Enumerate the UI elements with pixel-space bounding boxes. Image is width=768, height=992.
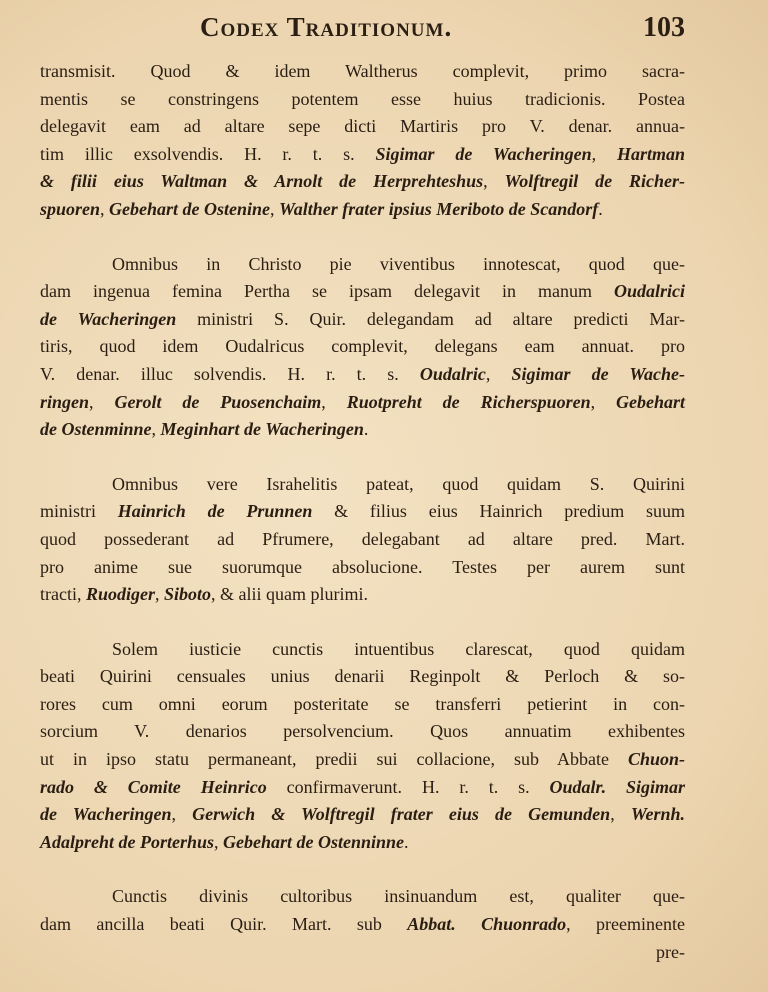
- text-line: [40, 278, 685, 306]
- text-line: [40, 196, 685, 224]
- text-span: ,: [214, 831, 224, 852]
- italic-name-span: & filii eius Waltman & Arnolt de Herprehteshus: [40, 171, 484, 192]
- italic-name-span: de Wacheringen: [40, 804, 172, 825]
- text-span: , & alii quam plurimi.: [211, 584, 368, 605]
- italic-name-span: spuoren: [40, 198, 101, 219]
- body-text: [40, 58, 685, 966]
- italic-name-span: Meginhart de Wacheringen: [160, 419, 364, 440]
- text-line: [40, 58, 685, 86]
- italic-name-span: Gebehart de Ostenninne: [223, 831, 405, 852]
- italic-name-span: Siboto: [164, 584, 212, 605]
- text-span: tim illic exsolvendis. H. r. t. s.: [40, 143, 376, 164]
- text-line: [40, 746, 685, 774]
- italic-name-span: Gerolt de Puosenchaim: [114, 391, 322, 412]
- text-span: .: [363, 419, 369, 440]
- page-header: [40, 10, 685, 46]
- text-line: [40, 113, 685, 141]
- text-span: ut in ipso statu permaneant, predii sui collacione, sub Abbate: [40, 749, 628, 770]
- italic-name-span: Gebehart: [616, 391, 686, 412]
- text-line: [40, 911, 685, 939]
- italic-name-span: Hartman: [617, 143, 686, 164]
- page-number: 103: [643, 12, 685, 43]
- text-span: tracti,: [40, 584, 86, 605]
- italic-name-span: de Wacheringen: [40, 308, 177, 329]
- text-span: ,: [483, 171, 505, 192]
- text-span: delegavit eam ad altare sepe dicti Martiris pro V. denar. annua-: [40, 116, 685, 137]
- text-span: Omnibus in Christo pie viventibus innotescat, quod que-: [112, 253, 685, 274]
- text-line: [40, 691, 685, 719]
- text-line: [40, 636, 685, 664]
- text-span: ,: [321, 391, 347, 412]
- text-span: ,: [610, 804, 631, 825]
- text-span: V. denar. illuc solvendis. H. r. t. s.: [40, 363, 420, 384]
- text-span: ,: [151, 419, 161, 440]
- italic-name-span: Hainrich de Prunnen: [117, 501, 313, 522]
- text-span: transmisit. Quod & idem Waltherus complevit, primo sacra-: [40, 61, 685, 81]
- text-line: [40, 554, 685, 582]
- text-line: [40, 361, 685, 389]
- text-span: rores cum omni eorum posteritate se transferri petierint in con-: [40, 693, 685, 714]
- paragraph-gap: [40, 224, 685, 251]
- text-span: ,: [590, 391, 617, 412]
- text-span: tiris, quod idem Oudalricus complevit, delegans eam annuat. pro: [40, 336, 685, 357]
- text-span: ministri: [40, 501, 118, 522]
- text-span: , preeminente: [566, 914, 685, 935]
- paragraph: [40, 636, 685, 857]
- italic-name-span: Gerwich & Wolftregil frater eius de Gemunden: [192, 804, 611, 825]
- italic-name-span: Walther frater ipsius Meriboto de Scandorf: [279, 198, 599, 219]
- text-span: mentis se constringens potentem esse huius tradicionis. Postea: [40, 88, 685, 109]
- text-line: [40, 498, 685, 526]
- text-line: [40, 829, 685, 857]
- paragraph-gap: [40, 444, 685, 471]
- text-span: ,: [485, 363, 512, 384]
- text-line: [40, 389, 685, 417]
- italic-name-span: Wolftregil de Richer-: [504, 171, 685, 192]
- italic-name-span: de Ostenminne: [40, 419, 152, 440]
- text-span: confirmaverunt. H. r. t. s.: [266, 776, 550, 797]
- italic-name-span: Sigimar de Wache-: [511, 363, 685, 384]
- italic-name-span: Oudalric: [419, 363, 486, 384]
- italic-name-span: rado & Comite Heinrico: [40, 776, 267, 797]
- text-line: [40, 471, 685, 499]
- paragraph-gap: [40, 856, 685, 883]
- running-title: Codex Traditionum.: [200, 12, 453, 42]
- text-line: [40, 306, 685, 334]
- paragraph: [40, 58, 685, 224]
- text-span: quod possederant ad Pfrumere, delegabant ad altare pred. Mart.: [40, 528, 685, 549]
- text-span: beati Quirini censuales unius denarii Reginpolt & Perloch & so-: [40, 666, 685, 687]
- text-span: & filius eius Hainrich predium suum: [312, 501, 685, 522]
- text-line: [40, 251, 685, 279]
- italic-name-span: Ruodiger: [85, 584, 155, 605]
- italic-name-span: Sigimar de Wacheringen: [375, 143, 592, 164]
- italic-name-span: Oudalrici: [613, 281, 685, 302]
- text-span: .: [404, 831, 409, 852]
- text-span: Cunctis divinis cultoribus insinuandum est, qualiter que-: [112, 886, 685, 907]
- text-line: [40, 718, 685, 746]
- text-line: [40, 526, 685, 554]
- text-line: [40, 86, 685, 114]
- text-span: ,: [270, 198, 280, 219]
- italic-name-span: Chuon-: [627, 749, 685, 770]
- paragraph: [40, 471, 685, 609]
- text-span: ,: [100, 198, 110, 219]
- italic-name-span: Oudalr. Sigimar: [549, 776, 685, 797]
- text-line: [40, 774, 685, 802]
- italic-name-span: Adalpreht de Porterhus: [40, 831, 215, 852]
- text-span: .: [598, 198, 603, 219]
- italic-name-span: Ruotpreht de Richerspuoren: [346, 391, 591, 412]
- text-line: [40, 581, 685, 609]
- italic-name-span: Gebehart de Ostenine: [109, 198, 271, 219]
- text-span: ,: [89, 391, 115, 412]
- text-span: Omnibus vere Israhelitis pateat, quod quidam S. Quirini: [112, 473, 685, 494]
- paragraph-gap: [40, 609, 685, 636]
- text-span: ,: [155, 584, 164, 605]
- italic-name-span: ringen: [40, 391, 90, 412]
- text-line: [40, 416, 685, 444]
- text-line: [40, 168, 685, 196]
- text-span: ,: [591, 143, 617, 164]
- text-line: [40, 333, 685, 361]
- text-line: [40, 801, 685, 829]
- text-span: dam ingenua femina Pertha se ipsam delegavit in manum: [40, 281, 614, 302]
- text-span: ,: [171, 804, 193, 825]
- text-span: sorcium V. denarios persolvencium. Quos annuatim exhibentes: [40, 721, 685, 742]
- text-line: [40, 663, 685, 691]
- paragraph: [40, 883, 685, 966]
- catchword: pre-: [656, 941, 685, 962]
- text-span: dam ancilla beati Quir. Mart. sub: [40, 914, 408, 935]
- text-span: ministri S. Quir. delegandam ad altare predicti Mar-: [176, 308, 685, 329]
- text-span: Solem iusticie cunctis intuentibus clarescat, quod quidam: [112, 638, 685, 659]
- italic-name-span: Abbat. Chuonrado: [407, 914, 567, 935]
- paragraph: [40, 251, 685, 444]
- italic-name-span: Wernh.: [630, 804, 685, 825]
- text-span: pro anime sue suorumque absolucione. Testes per aurem sunt: [40, 556, 685, 577]
- text-line: [40, 883, 685, 911]
- text-line: [40, 141, 685, 169]
